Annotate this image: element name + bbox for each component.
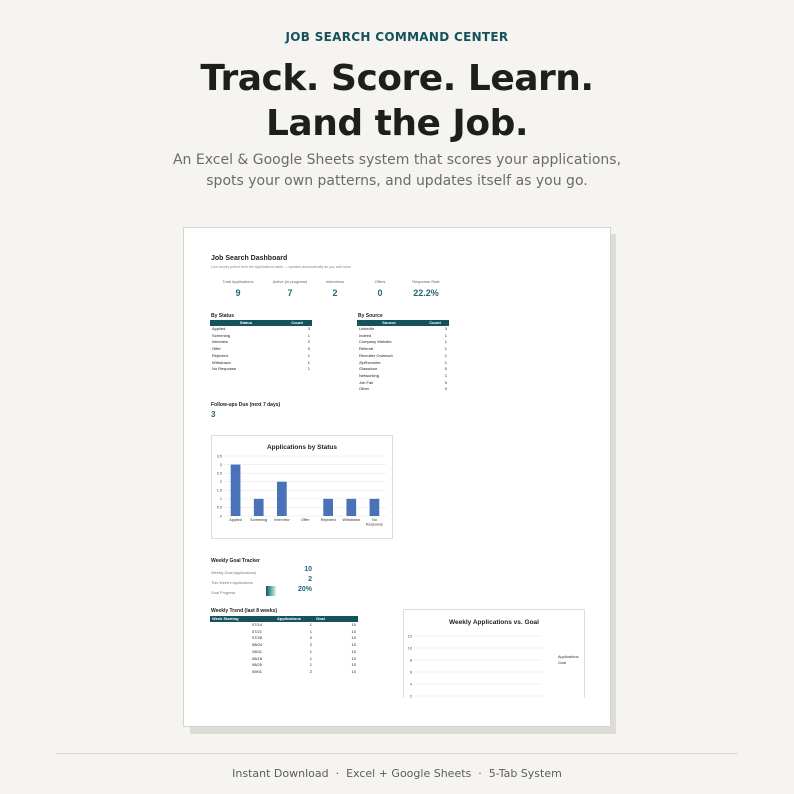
- eyebrow-label: JOB SEARCH COMMAND CENTER: [285, 30, 509, 44]
- table-cell: 2: [307, 339, 310, 345]
- table-cell: Other: [359, 386, 370, 392]
- weekly-goal-value: 20%: [297, 586, 312, 593]
- table-cell: 1: [444, 346, 447, 352]
- table-cell: 1: [307, 332, 310, 338]
- table-row: [210, 649, 358, 656]
- table-cell: 10: [351, 655, 356, 661]
- table-cell: 1: [444, 359, 447, 365]
- table-row: [357, 386, 449, 393]
- table-cell: 10: [351, 648, 356, 654]
- table-cell: 1: [309, 662, 312, 668]
- y-tick-label: 3.5: [216, 454, 222, 459]
- table-cell: Glassdoor: [359, 366, 378, 372]
- y-tick-label: 0: [219, 514, 222, 519]
- table-row: [210, 353, 312, 360]
- table-row: [210, 622, 358, 629]
- bar: [254, 499, 264, 516]
- table-cell: LinkedIn: [359, 326, 375, 331]
- kpi-value: 9: [235, 288, 241, 298]
- column-header: Source: [357, 320, 421, 326]
- column-header: Applications: [264, 616, 314, 622]
- table-cell: Applied: [212, 326, 226, 331]
- table-cell: 1: [309, 628, 312, 634]
- kpi-label: Active (in progress): [272, 279, 308, 284]
- table-cell: 0: [307, 346, 310, 352]
- weekly-goal-title: Weekly Goal Tracker: [211, 558, 260, 564]
- kpi-label: Offers: [374, 279, 386, 284]
- table-cell: Job Fair: [359, 379, 374, 385]
- table-cell: Recruiter Outreach: [359, 352, 393, 358]
- table-cell: 07/14: [251, 622, 262, 627]
- x-tick-label: Screening: [250, 518, 268, 522]
- legend-entry: Applications: [558, 655, 579, 659]
- x-tick-label: Withdrawn: [342, 518, 361, 522]
- headline-line-1: Track. Score. Learn.: [200, 58, 594, 99]
- y-tick-label: 10: [407, 646, 412, 651]
- table-cell: 08/18: [251, 655, 262, 661]
- table-row: [210, 346, 312, 353]
- table-cell: 2: [309, 642, 312, 648]
- table-cell: 10: [351, 668, 356, 674]
- weekly-goal-label: Weekly Goal (applications): [211, 571, 257, 575]
- table-cell: Offer: [212, 346, 221, 352]
- table-row: [357, 366, 449, 373]
- table-cell: 1: [307, 366, 310, 372]
- table-row: [357, 380, 449, 387]
- table-row: [210, 635, 358, 642]
- weekly-goal-label: Goal Progress: [211, 591, 236, 595]
- kpi-label: Total Applications: [222, 279, 254, 284]
- subheadline-line-1: An Excel & Google Sheets system that scores your applications,: [172, 152, 622, 168]
- headline-line-2: Land the Job.: [265, 103, 529, 144]
- weekly-line-chart-svg: [404, 610, 584, 698]
- x-tick-label: Rejected: [320, 518, 336, 522]
- table-cell: ZipRecruiter: [359, 359, 381, 365]
- chart-title: Applications by Status: [266, 444, 338, 451]
- table-row: [210, 366, 312, 373]
- table-row: [210, 326, 312, 333]
- table-cell: 3: [444, 326, 447, 331]
- by-status-title: By Status: [211, 313, 235, 319]
- table-cell: 1: [444, 352, 447, 358]
- table-cell: 0: [444, 386, 447, 392]
- table-cell: 07/21: [251, 628, 262, 634]
- table-row: [357, 326, 449, 333]
- weekly-trend-table: [210, 616, 358, 676]
- table-cell: 0: [444, 366, 447, 372]
- table-cell: 08/11: [252, 648, 262, 654]
- legend-entry: Goal: [558, 661, 567, 665]
- table-cell: Interview: [212, 339, 229, 345]
- weekly-goal-value: 2: [308, 576, 312, 583]
- y-tick-label: 2: [409, 694, 412, 698]
- status-bar-chart-svg: [212, 436, 392, 538]
- y-tick-label: 0.5: [216, 505, 222, 510]
- table-cell: 1: [307, 352, 310, 358]
- table-cell: Networking: [359, 372, 380, 378]
- y-tick-label: 2: [219, 480, 222, 485]
- table-cell: Screening: [212, 332, 231, 338]
- table-cell: 0: [309, 635, 312, 641]
- kpi-value: 2: [332, 288, 338, 298]
- table-cell: 1: [444, 372, 447, 378]
- table-row: [357, 339, 449, 346]
- weekly-goal-label: This Week's Applications: [211, 581, 253, 585]
- table-cell: 08/25: [251, 662, 262, 668]
- table-cell: 2: [309, 668, 312, 674]
- bar: [277, 482, 287, 516]
- table-cell: 07/28: [251, 635, 262, 641]
- table-cell: 1: [309, 648, 312, 654]
- by-source-title: By Source: [358, 313, 383, 319]
- x-tick-label: Applied: [229, 518, 242, 522]
- table-cell: 0: [444, 379, 447, 385]
- y-tick-label: 1: [219, 497, 222, 502]
- goal-progress-bar: [266, 586, 277, 596]
- bar: [231, 465, 241, 516]
- table-row: [210, 333, 312, 340]
- by-status-table: [210, 320, 312, 373]
- table-row: [357, 360, 449, 367]
- subheadline-line-2: spots your own patterns, and updates itself as you go.: [206, 173, 588, 189]
- table-row: [210, 656, 358, 663]
- table-row: [357, 373, 449, 380]
- table-cell: 1: [309, 622, 312, 627]
- dashboard-sheet-preview: [183, 227, 611, 727]
- y-tick-label: 4: [409, 682, 412, 687]
- table-cell: 10: [351, 662, 356, 668]
- weekly-goal-value: 10: [304, 566, 312, 573]
- weekly-line-chart: [403, 609, 585, 698]
- kpi-value: 0: [377, 288, 383, 298]
- table-row: [210, 339, 312, 346]
- table-cell: 10: [351, 635, 356, 641]
- bar: [370, 499, 380, 516]
- table-cell: 08/04: [251, 642, 262, 648]
- weekly-trend-title: Weekly Trend (last 8 weeks): [211, 608, 278, 614]
- table-cell: Indeed: [359, 332, 372, 338]
- table-row: [210, 629, 358, 636]
- table-cell: 10: [351, 622, 356, 627]
- followups-label: Follow-ups Due (next 7 days): [211, 402, 281, 408]
- table-row: [357, 333, 449, 340]
- column-header: Status: [210, 320, 282, 326]
- kpi-label: Response Rate: [412, 279, 440, 284]
- bar: [346, 499, 356, 516]
- table-cell: 3: [307, 326, 310, 331]
- y-tick-label: 1.5: [216, 488, 222, 493]
- x-tick-label: Offer: [300, 518, 310, 522]
- kpi-value: 7: [287, 288, 293, 298]
- footer-features: Instant Download · Excel + Google Sheets · 5-Tab System: [232, 767, 562, 780]
- x-tick-label: Response: [365, 522, 383, 527]
- table-cell: 09/01: [251, 668, 262, 674]
- kpi-label: Interviews: [325, 279, 344, 284]
- followups-value: 3: [211, 410, 216, 419]
- column-header: Count: [282, 320, 312, 326]
- y-tick-label: 8: [409, 658, 412, 663]
- column-header: Goal: [314, 616, 358, 622]
- table-row: [210, 662, 358, 669]
- bar: [323, 499, 333, 516]
- x-tick-label: No: [371, 518, 377, 522]
- x-tick-label: Interview: [274, 518, 290, 522]
- table-cell: Rejected: [212, 352, 228, 358]
- table-cell: No Response: [212, 366, 237, 372]
- table-cell: 10: [351, 628, 356, 634]
- table-row: [210, 360, 312, 367]
- table-cell: 1: [444, 332, 447, 338]
- table-cell: Referral: [359, 346, 374, 352]
- table-cell: 1: [309, 655, 312, 661]
- by-source-table: [357, 320, 449, 393]
- column-header: Count: [421, 320, 449, 326]
- table-cell: Company Website: [359, 339, 392, 345]
- table-cell: Withdrawn: [212, 359, 231, 365]
- table-row: [357, 346, 449, 353]
- table-row: [357, 353, 449, 360]
- kpi-value: 22.2%: [413, 288, 439, 298]
- y-tick-label: 12: [407, 634, 412, 639]
- table-row: [210, 669, 358, 676]
- table-cell: 10: [351, 642, 356, 648]
- y-tick-label: 3: [219, 462, 222, 467]
- dashboard-subtitle: Live counts pulled from the Applications table — updates automatically as you add rows.: [211, 265, 352, 269]
- column-header: Week Starting: [210, 616, 264, 622]
- y-tick-label: 2.5: [216, 471, 222, 476]
- table-row: [210, 642, 358, 649]
- y-tick-label: 6: [409, 670, 412, 675]
- table-cell: 1: [307, 359, 310, 365]
- footer-divider: [56, 753, 738, 754]
- table-cell: 1: [444, 339, 447, 345]
- status-bar-chart: [211, 435, 393, 539]
- dashboard-title: Job Search Dashboard: [211, 255, 288, 262]
- chart-title: Weekly Applications vs. Goal: [449, 619, 539, 626]
